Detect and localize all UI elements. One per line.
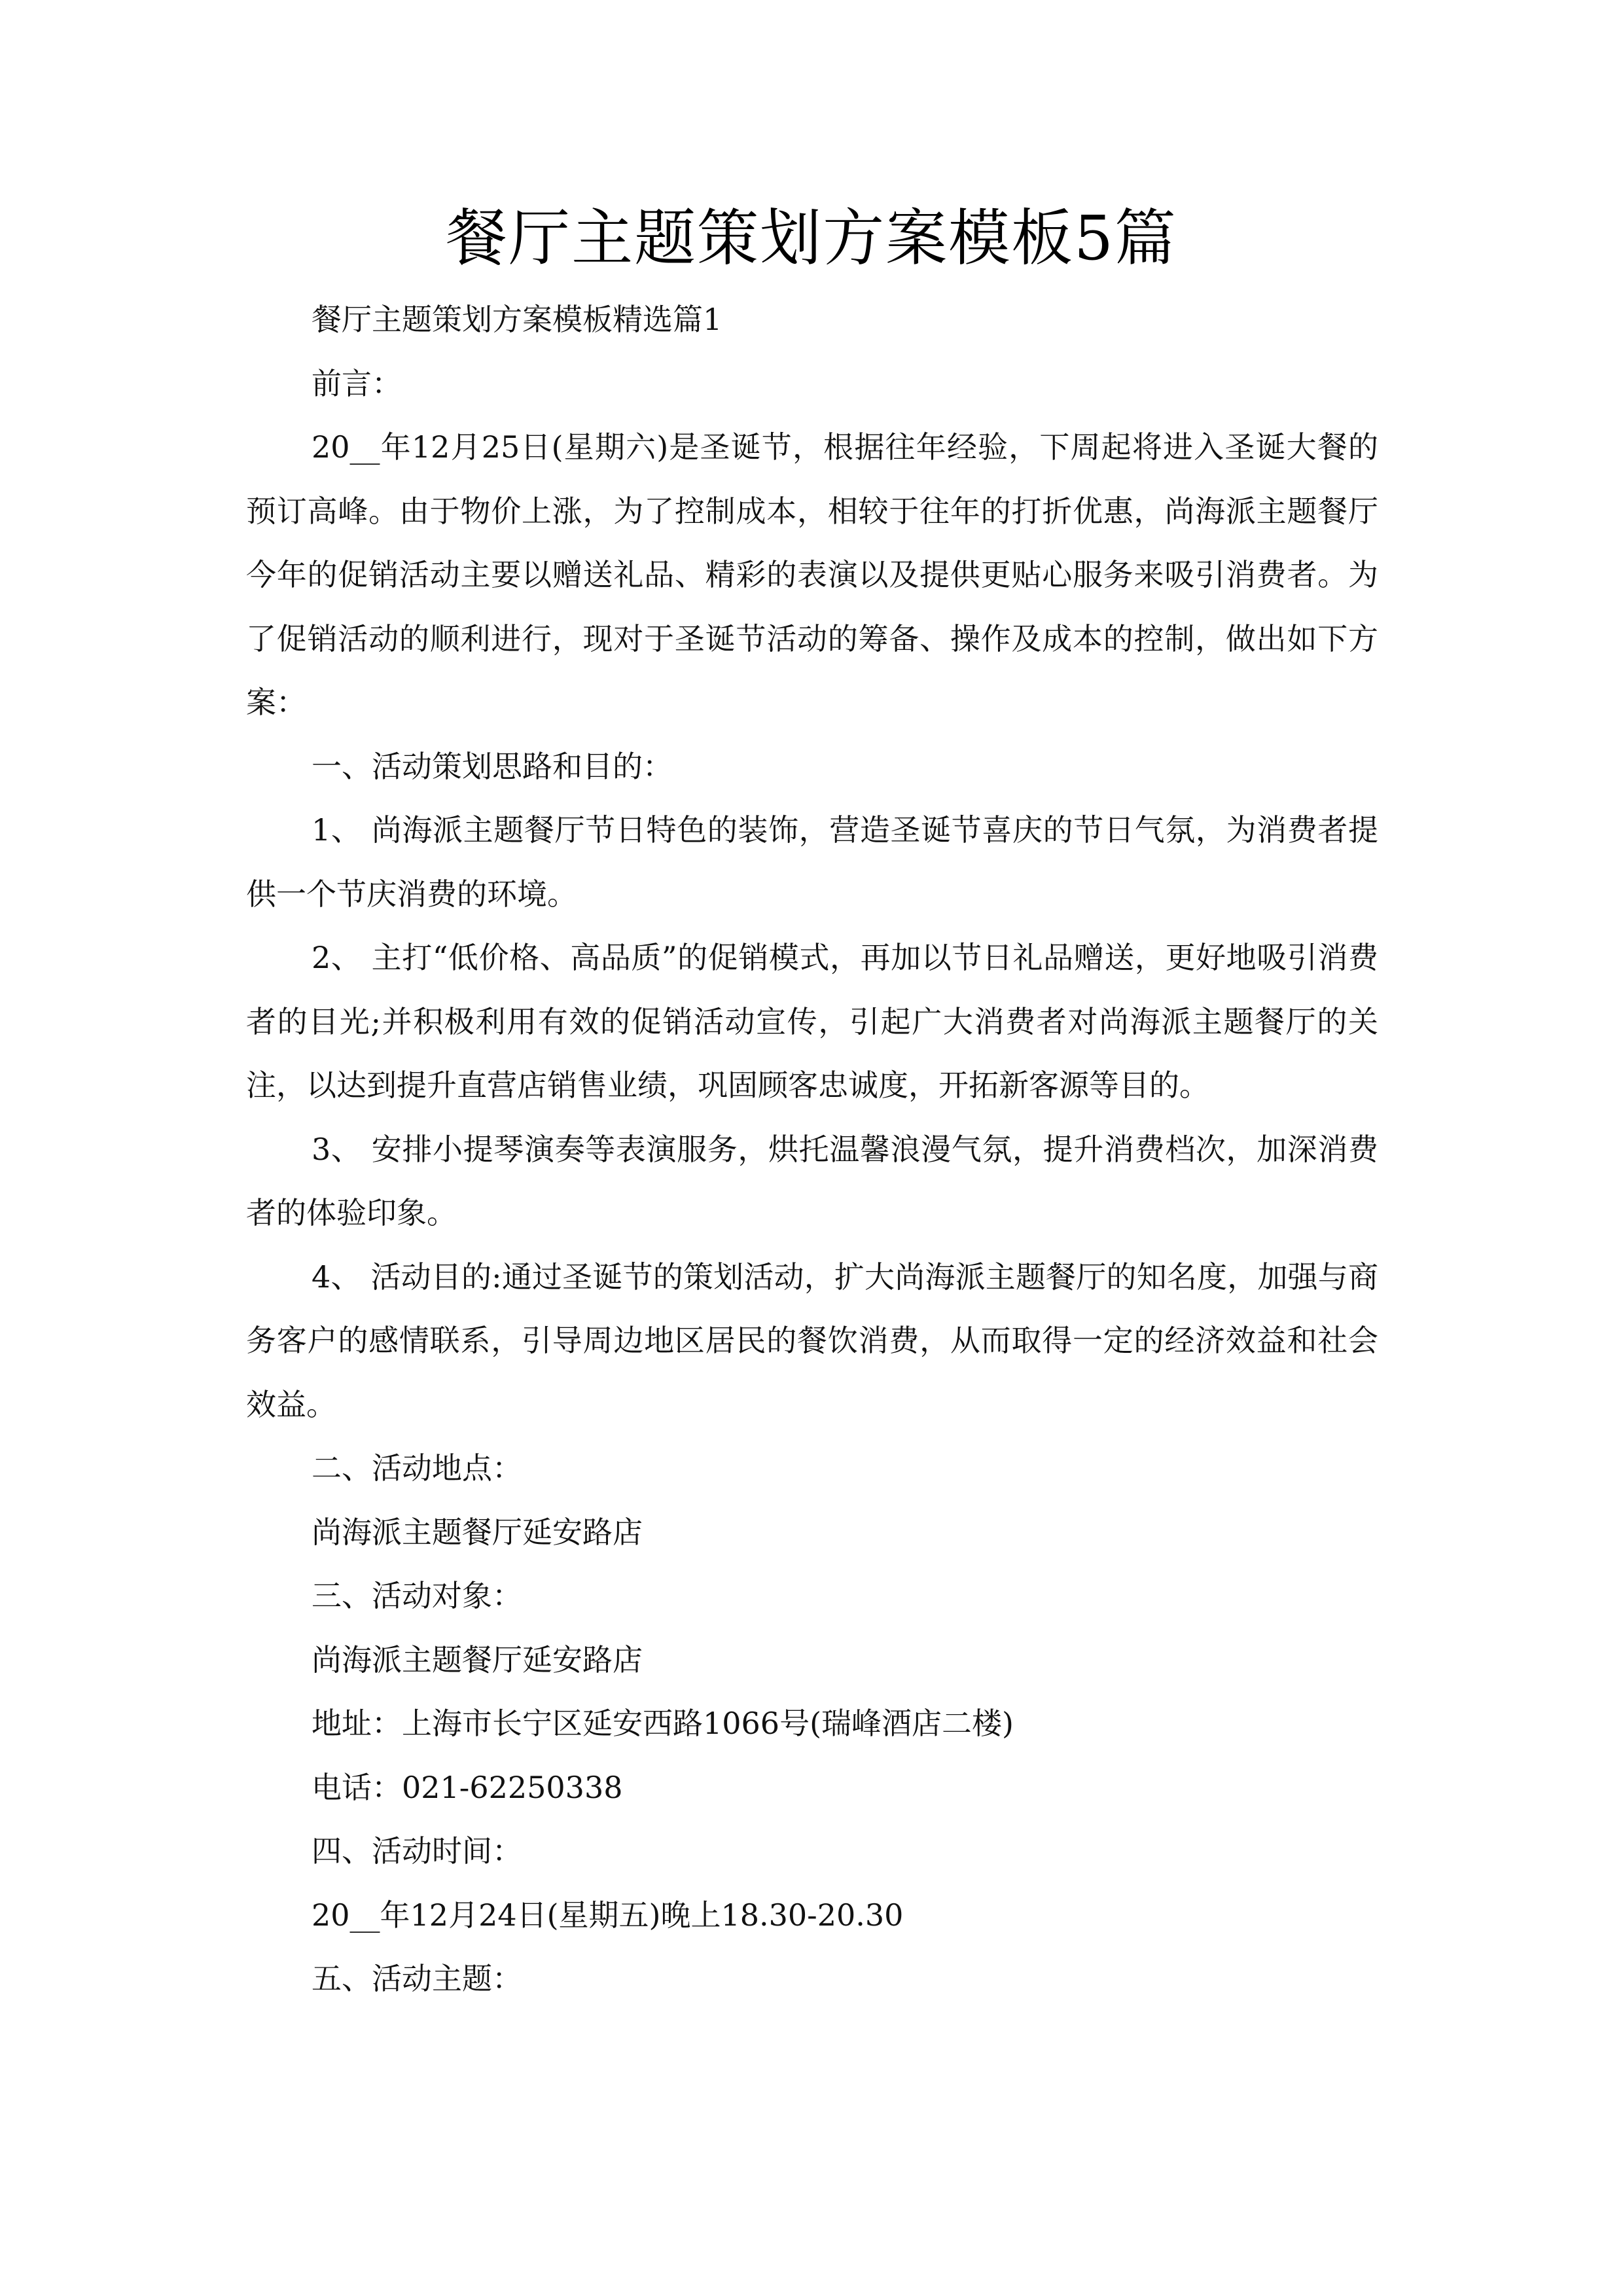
address-text: 地址：上海市长宁区延安西路1066号(瑞峰酒店二楼) bbox=[312, 1706, 1014, 1741]
preface-label: 前言： bbox=[312, 365, 402, 401]
goal-item-4: 4、 活动目的:通过圣诞节的策划活动，扩大尚海派主题餐厅的知名度，加强与商务客户的感情联系，引导周边地区居民的餐饮消费，从而取得一定的经济效益和社会效益。 bbox=[246, 1259, 1378, 1422]
goal-item-3: 3、 安排小提琴演奏等表演服务，烘托温馨浪漫气氛，提升消费档次，加深消费者的体验印象。 bbox=[246, 1131, 1378, 1230]
heading-goals: 一、活动策划思路和目的： bbox=[312, 748, 673, 784]
preface-paragraph: 20__年12月25日(星期六)是圣诞节，根据往年经验，下周起将进入圣诞大餐的预订高峰。由于物价上涨，为了控制成本，相较于往年的打折优惠，尚海派主题餐厅今年的促销活动主要以赠送礼品、精彩的表演以及提供更贴心服务来吸引消费者。为了促销活动的顺利进行，现对于圣诞节活动的筹备、操作及成本的控制，做出如下方案： bbox=[246, 429, 1378, 720]
goal-item-1: 1、 尚海派主题餐厅节日特色的装饰，营造圣诞节喜庆的节日气氛，为消费者提供一个节庆消费的环境。 bbox=[246, 812, 1378, 912]
time-text: 20__年12月24日(星期五)晚上18.30-20.30 bbox=[312, 1897, 904, 1933]
document-title: 餐厅主题策划方案模板5篇 bbox=[446, 203, 1177, 274]
document-body bbox=[246, 288, 1378, 2011]
heading-theme: 五、活动主题： bbox=[312, 1961, 522, 1996]
phone-text: 电话：021-62250338 bbox=[312, 1769, 623, 1805]
section-heading: 餐厅主题策划方案模板精选篇1 bbox=[312, 302, 722, 337]
audience-text: 尚海派主题餐厅延安路店 bbox=[312, 1641, 643, 1677]
location-text: 尚海派主题餐厅延安路店 bbox=[312, 1514, 643, 1550]
heading-audience: 三、活动对象： bbox=[312, 1578, 522, 1613]
heading-time: 四、活动时间： bbox=[312, 1833, 522, 1869]
goal-item-2: 2、 主打“低价格、高品质”的促销模式，再加以节日礼品赠送，更好地吸引消费者的目光;并积极利用有效的促销活动宣传，引起广大消费者对尚海派主题餐厅的关注，以达到提升直营店销售业绩，巩固顾客忠诚度，开拓新客源等目的。 bbox=[246, 940, 1378, 1103]
heading-location: 二、活动地点： bbox=[312, 1450, 522, 1486]
